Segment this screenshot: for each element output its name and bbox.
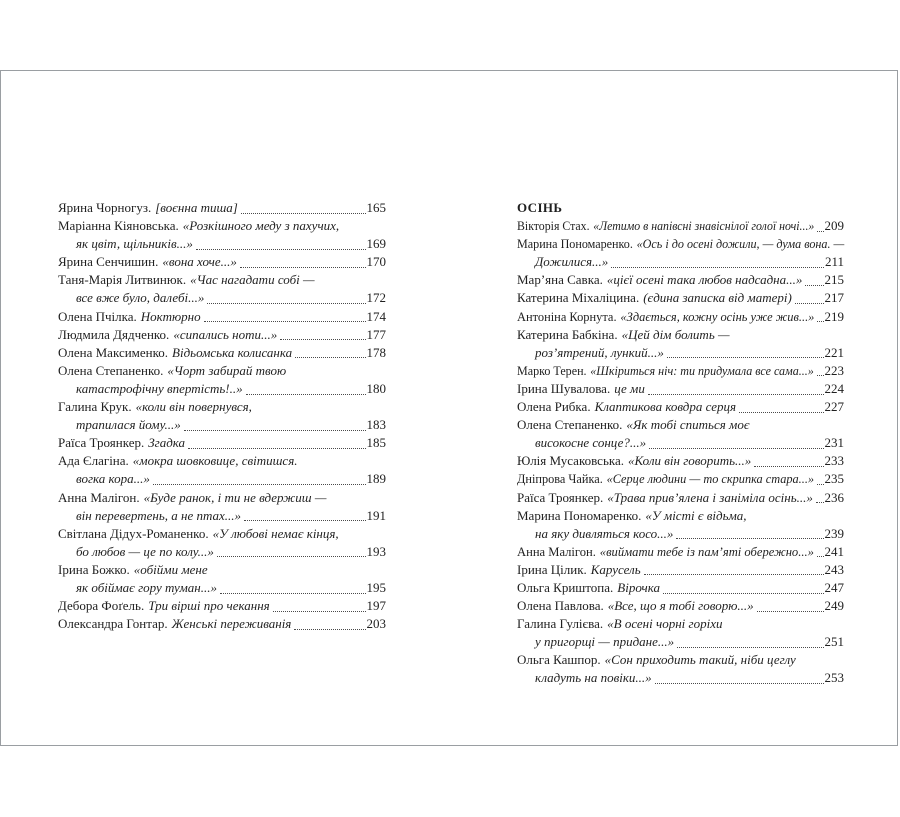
dot-leader bbox=[294, 629, 365, 630]
toc-entry-line bbox=[517, 543, 844, 561]
toc-entry-line bbox=[58, 217, 386, 235]
entry-author: Олена Степаненко. bbox=[58, 362, 164, 378]
entry-title: Ноктюрно bbox=[140, 308, 201, 324]
entry-title: «сипались ноти...» bbox=[173, 326, 278, 342]
entry-title: трапилася йому...» bbox=[76, 417, 181, 433]
entry-text bbox=[535, 669, 652, 687]
dot-leader bbox=[676, 538, 823, 539]
toc-column-left bbox=[58, 199, 386, 633]
dot-leader bbox=[655, 683, 824, 684]
toc-entry-line bbox=[517, 289, 844, 307]
entry-author: Ада Єлагіна. bbox=[58, 453, 129, 469]
entry-author: Олександра Гонтар. bbox=[58, 616, 168, 632]
entry-text bbox=[58, 525, 339, 543]
dot-leader bbox=[204, 321, 366, 322]
entry-text bbox=[517, 615, 722, 633]
entry-author: Олена Рибка. bbox=[517, 399, 591, 415]
entry-title: «вона хоче...» bbox=[162, 254, 237, 270]
entry-title: на яку дивляться косо...» bbox=[535, 525, 674, 541]
dot-leader bbox=[207, 303, 365, 304]
toc-entry-line bbox=[58, 452, 386, 470]
dot-leader bbox=[663, 593, 824, 594]
toc-entry-line bbox=[58, 289, 386, 307]
toc-entry-line bbox=[58, 507, 386, 525]
toc-entry-line bbox=[517, 344, 844, 362]
dot-leader bbox=[817, 231, 824, 232]
entry-author: Ірина Шувалова. bbox=[517, 380, 611, 396]
entry-text bbox=[58, 597, 270, 615]
entry-title: «обійми мене bbox=[133, 561, 208, 577]
entry-text bbox=[58, 271, 315, 289]
entry-author: Олена Павлова. bbox=[517, 598, 604, 614]
page-number: 236 bbox=[824, 489, 844, 505]
entry-text bbox=[517, 651, 796, 669]
entry-author: Олена Пчілка. bbox=[58, 308, 137, 324]
toc-entry-line bbox=[58, 561, 386, 579]
toc-entry-line bbox=[58, 199, 386, 217]
entry-text bbox=[58, 308, 201, 326]
entry-title: «Серце людини — то скрипка стара...» bbox=[606, 471, 815, 487]
dot-leader bbox=[196, 249, 366, 250]
entry-title: роз’ятрений, лункий...» bbox=[535, 344, 664, 360]
page-number: 221 bbox=[824, 344, 844, 360]
entry-author: Анна Малігон. bbox=[58, 489, 140, 505]
toc-entry-line bbox=[517, 507, 844, 525]
entry-text bbox=[76, 380, 243, 398]
page-number: 209 bbox=[824, 218, 844, 234]
page-number: 217 bbox=[824, 290, 844, 306]
toc-entry-line bbox=[517, 416, 844, 434]
toc-entry-line bbox=[58, 525, 386, 543]
page-number: 235 bbox=[824, 471, 844, 487]
toc-entry-line bbox=[517, 651, 844, 669]
entry-text bbox=[58, 344, 292, 362]
entry-title: «Шкіриться ніч: ти придумала все сама...» bbox=[590, 362, 814, 378]
entry-author: Дебора Фоґель. bbox=[58, 598, 145, 614]
entry-author: Ярина Сенчишин. bbox=[58, 254, 159, 270]
entry-text bbox=[517, 398, 736, 416]
toc-entry-line bbox=[517, 525, 844, 543]
entry-text bbox=[517, 235, 845, 253]
toc-entry-line bbox=[517, 217, 844, 235]
entry-author: Галина Крук. bbox=[58, 399, 132, 415]
entry-text bbox=[535, 344, 664, 362]
toc-entry-line bbox=[58, 253, 386, 271]
entry-title: вогка кора...» bbox=[76, 471, 150, 487]
entry-author: Маріанна Кіяновська. bbox=[58, 218, 179, 234]
entry-text bbox=[517, 507, 747, 525]
entry-author: Людмила Дядченко. bbox=[58, 326, 170, 342]
toc-entry-line bbox=[58, 380, 386, 398]
entry-author: Катерина Бабкіна. bbox=[517, 326, 618, 342]
page-number: 185 bbox=[366, 435, 386, 451]
page-number: 165 bbox=[366, 200, 386, 215]
entry-text bbox=[58, 217, 339, 235]
entry-text bbox=[517, 470, 815, 488]
toc-entry-line bbox=[517, 597, 844, 615]
entry-text bbox=[517, 271, 802, 289]
entry-text bbox=[517, 326, 730, 344]
entry-text bbox=[58, 452, 298, 470]
entry-text bbox=[517, 452, 751, 470]
page-number: 170 bbox=[366, 254, 386, 270]
entry-title: «Все, що я тобі говорю...» bbox=[607, 598, 754, 614]
dot-leader bbox=[677, 647, 823, 648]
toc-entry-line bbox=[58, 308, 386, 326]
entry-title: [воєнна тиша] bbox=[155, 200, 238, 215]
entry-title: «Розкішного меду з пахучих, bbox=[182, 218, 340, 234]
page-number: 223 bbox=[824, 362, 844, 378]
toc-entry-line bbox=[517, 669, 844, 687]
entry-text bbox=[76, 416, 181, 434]
entry-author: Таня-Марія Литвинюк. bbox=[58, 272, 187, 288]
entry-text bbox=[517, 579, 660, 597]
toc-entry-line bbox=[58, 489, 386, 507]
page-number: 169 bbox=[366, 236, 386, 252]
dot-leader bbox=[667, 357, 824, 358]
toc-entry-line bbox=[517, 398, 844, 416]
toc-column-right bbox=[517, 199, 844, 688]
entry-author: Ольга Кашпор. bbox=[517, 652, 601, 668]
entry-title: Вірочка bbox=[617, 579, 660, 595]
entry-text bbox=[58, 561, 208, 579]
entry-text bbox=[58, 489, 326, 507]
entry-text bbox=[535, 253, 608, 271]
page-number: 241 bbox=[824, 543, 844, 559]
page-number: 211 bbox=[824, 254, 844, 270]
page-number: 224 bbox=[824, 380, 844, 396]
page-number: 219 bbox=[824, 308, 844, 324]
entry-text bbox=[58, 199, 238, 217]
entry-author: Марко Терен. bbox=[517, 362, 587, 378]
entry-title: кладуть на повіки...» bbox=[535, 670, 652, 686]
page-number: 215 bbox=[824, 272, 844, 288]
entry-author: Галина Гулієва. bbox=[517, 616, 604, 632]
page-number: 227 bbox=[824, 399, 844, 415]
page-number: 174 bbox=[366, 308, 386, 324]
toc-entry-line bbox=[517, 579, 844, 597]
entry-text bbox=[58, 615, 291, 633]
dot-leader bbox=[817, 484, 824, 485]
toc-entry-line bbox=[517, 235, 844, 253]
toc-entry-line bbox=[58, 326, 386, 344]
entry-text bbox=[58, 398, 252, 416]
dot-leader bbox=[280, 339, 365, 340]
dot-leader bbox=[184, 430, 366, 431]
toc-entry-line bbox=[517, 308, 844, 326]
entry-author: Антоніна Корнута. bbox=[517, 308, 617, 324]
entry-title: «У місті є відьма, bbox=[645, 507, 747, 523]
toc-entry-line bbox=[517, 434, 844, 452]
toc-entry-line bbox=[517, 489, 844, 507]
entry-text bbox=[517, 289, 792, 307]
page-number: 249 bbox=[824, 598, 844, 614]
toc-entry-line bbox=[58, 434, 386, 452]
entry-title: Женські переживанія bbox=[171, 616, 292, 632]
entry-author: Ольга Криштопа. bbox=[517, 579, 614, 595]
entry-author: Ірина Божко. bbox=[58, 561, 130, 577]
page-number: 231 bbox=[824, 435, 844, 451]
dot-leader bbox=[757, 611, 824, 612]
dot-leader bbox=[795, 303, 824, 304]
toc-entry-line bbox=[517, 615, 844, 633]
page-number: 251 bbox=[824, 634, 844, 650]
entry-author: Вікторія Стах. bbox=[517, 218, 590, 234]
entry-text bbox=[76, 470, 150, 488]
dot-leader bbox=[817, 375, 824, 376]
toc-entry-line bbox=[58, 398, 386, 416]
page-number: 189 bbox=[366, 471, 386, 487]
entry-author: Олена Степаненко. bbox=[517, 417, 623, 433]
toc-entry-line bbox=[58, 362, 386, 380]
page-number: 239 bbox=[824, 525, 844, 541]
entry-text bbox=[76, 543, 214, 561]
page-number: 195 bbox=[366, 579, 386, 595]
entry-title: як обіймає гору туман...» bbox=[76, 579, 217, 595]
entry-title: Відьомська колисанка bbox=[172, 344, 293, 360]
entry-author: Марина Пономаренко. bbox=[517, 236, 633, 252]
page-number: 172 bbox=[366, 290, 386, 306]
entry-title: «виймати тебе із пам’яті обережно...» bbox=[599, 543, 814, 559]
dot-leader bbox=[816, 502, 824, 503]
dot-leader bbox=[817, 556, 824, 557]
entry-title: «Здається, кожну осінь уже жив...» bbox=[620, 308, 815, 324]
page-number: 253 bbox=[824, 670, 844, 686]
entry-text bbox=[517, 308, 815, 326]
entry-title: як цвіт, щільників...» bbox=[76, 236, 193, 252]
dot-leader bbox=[273, 611, 366, 612]
entry-title: катастрофічну впертість!..» bbox=[76, 380, 243, 396]
page-number: 197 bbox=[366, 598, 386, 614]
entry-author: Дніпрова Чайка. bbox=[517, 471, 603, 487]
dot-leader bbox=[649, 448, 823, 449]
entry-author: Катерина Міхаліцина. bbox=[517, 290, 640, 306]
entry-title: «Цей дім болить — bbox=[621, 326, 730, 342]
toc-entry-line bbox=[58, 416, 386, 434]
dot-leader bbox=[611, 267, 824, 268]
entry-text bbox=[517, 416, 749, 434]
dot-leader bbox=[754, 466, 823, 467]
entry-title: «Ось і до осені дожили, — дума вона. — bbox=[636, 236, 845, 252]
entry-title: «Коли він говорить...» bbox=[628, 453, 752, 469]
entry-title: «мокра шовковице, світишся. bbox=[132, 453, 298, 469]
page-number: 177 bbox=[366, 326, 386, 342]
entry-author: Світлана Дідух-Романенко. bbox=[58, 525, 209, 541]
entry-text bbox=[517, 217, 815, 235]
entry-text bbox=[535, 633, 674, 651]
toc-entry-line bbox=[517, 253, 844, 271]
dot-leader bbox=[153, 484, 366, 485]
dot-leader bbox=[648, 394, 824, 395]
entry-title: «Час нагадати собі — bbox=[190, 272, 315, 288]
entry-author: Раїса Троянкер. bbox=[517, 489, 604, 505]
entry-text bbox=[517, 362, 814, 380]
entry-title: «У любові немає кінця, bbox=[212, 525, 339, 541]
toc-entry-line bbox=[58, 470, 386, 488]
book-page bbox=[0, 70, 898, 746]
entry-text bbox=[517, 380, 645, 398]
section-header-autumn: ОСІНЬ bbox=[517, 200, 563, 215]
entry-title: Три вірші про чекання bbox=[148, 598, 270, 614]
toc-entry-line bbox=[58, 271, 386, 289]
dot-leader bbox=[217, 556, 366, 557]
toc-entry-line bbox=[517, 326, 844, 344]
entry-title: «Як тобі спиться моє bbox=[626, 417, 750, 433]
entry-text bbox=[58, 362, 286, 380]
entry-author: Ірина Цілик. bbox=[517, 561, 587, 577]
toc-entry-line bbox=[517, 380, 844, 398]
page-number: 183 bbox=[366, 417, 386, 433]
entry-author: Анна Малігон. bbox=[517, 543, 596, 559]
entry-title: Карусель bbox=[590, 561, 641, 577]
entry-text bbox=[535, 434, 646, 452]
entry-text bbox=[517, 597, 754, 615]
entry-text bbox=[517, 489, 813, 507]
entry-title: Дожилися...» bbox=[535, 254, 609, 270]
dot-leader bbox=[817, 321, 824, 322]
entry-title: це ми bbox=[614, 380, 645, 396]
entry-title: (єдина записка від матері) bbox=[643, 290, 792, 306]
entry-author: Марина Пономаренко. bbox=[517, 507, 642, 523]
toc-entry-line bbox=[58, 235, 386, 253]
page-number: 233 bbox=[824, 453, 844, 469]
dot-leader bbox=[644, 574, 824, 575]
entry-text bbox=[517, 561, 641, 579]
entry-text bbox=[76, 579, 217, 597]
toc-entry-line bbox=[58, 615, 386, 633]
entry-title: «коли він повернувся, bbox=[135, 399, 252, 415]
entry-title: все вже було, далебі...» bbox=[76, 290, 205, 306]
page-number: 178 bbox=[366, 344, 386, 360]
entry-text bbox=[58, 434, 185, 452]
entry-text bbox=[58, 326, 277, 344]
entry-title: Згадка bbox=[148, 435, 186, 451]
dot-leader bbox=[241, 213, 366, 214]
dot-leader bbox=[240, 267, 366, 268]
entry-author: Ярина Чорногуз. bbox=[58, 200, 152, 215]
entry-title: «Трава прив’ялена і заніміла осінь...» bbox=[607, 489, 813, 505]
entry-title: «Сон приходить такий, ніби цеглу bbox=[604, 652, 796, 668]
dot-leader bbox=[220, 593, 366, 594]
entry-title: він перевертень, а не птах...» bbox=[76, 507, 242, 523]
page-number: 193 bbox=[366, 543, 386, 559]
toc-entry-line bbox=[58, 344, 386, 362]
entry-title: у пригорщі — придане...» bbox=[535, 634, 675, 650]
toc-entry-line bbox=[517, 561, 844, 579]
entry-text bbox=[58, 253, 237, 271]
toc-entry-line bbox=[58, 543, 386, 561]
toc-entry-line bbox=[58, 579, 386, 597]
entry-text bbox=[76, 507, 241, 525]
dot-leader bbox=[805, 285, 823, 286]
page-number: 247 bbox=[824, 579, 844, 595]
dot-leader bbox=[188, 448, 365, 449]
entry-author: Олена Максименко. bbox=[58, 344, 169, 360]
toc-entry-line bbox=[517, 362, 844, 380]
dot-leader bbox=[295, 357, 365, 358]
entry-title: бо любов — це по колу...» bbox=[76, 543, 214, 559]
entry-title: «цієї осені така любов надсадна...» bbox=[606, 272, 803, 288]
toc-entry-line bbox=[517, 633, 844, 651]
entry-text bbox=[535, 525, 673, 543]
entry-text bbox=[76, 235, 193, 253]
entry-title: «Чорт забирай твою bbox=[167, 362, 287, 378]
entry-title: «Буде ранок, і ти не вдержиш — bbox=[143, 489, 327, 505]
dot-leader bbox=[246, 394, 366, 395]
dot-leader bbox=[739, 412, 823, 413]
page-number: 203 bbox=[366, 616, 386, 632]
entry-author: Юлія Мусаковська. bbox=[517, 453, 625, 469]
entry-title: Клаптикова ковдра серця bbox=[594, 399, 737, 415]
page-number: 191 bbox=[366, 507, 386, 523]
entry-title: «Летимо в напівсні знавіснілої голої ночі...» bbox=[593, 218, 815, 234]
toc-entry-line bbox=[517, 470, 844, 488]
toc-entry-line bbox=[517, 452, 844, 470]
entry-text bbox=[517, 543, 814, 561]
entry-title: високосне сонце?...» bbox=[535, 435, 647, 451]
page-number: 243 bbox=[824, 561, 844, 577]
dot-leader bbox=[244, 520, 365, 521]
toc-entry-line bbox=[517, 271, 844, 289]
page-number: 180 bbox=[366, 380, 386, 396]
entry-text bbox=[76, 289, 204, 307]
entry-author: Мар’яна Савка. bbox=[517, 272, 603, 288]
entry-author: Раїса Троянкер. bbox=[58, 435, 145, 451]
entry-title: «В осені чорні горіхи bbox=[607, 616, 723, 632]
toc-entry-line bbox=[58, 597, 386, 615]
